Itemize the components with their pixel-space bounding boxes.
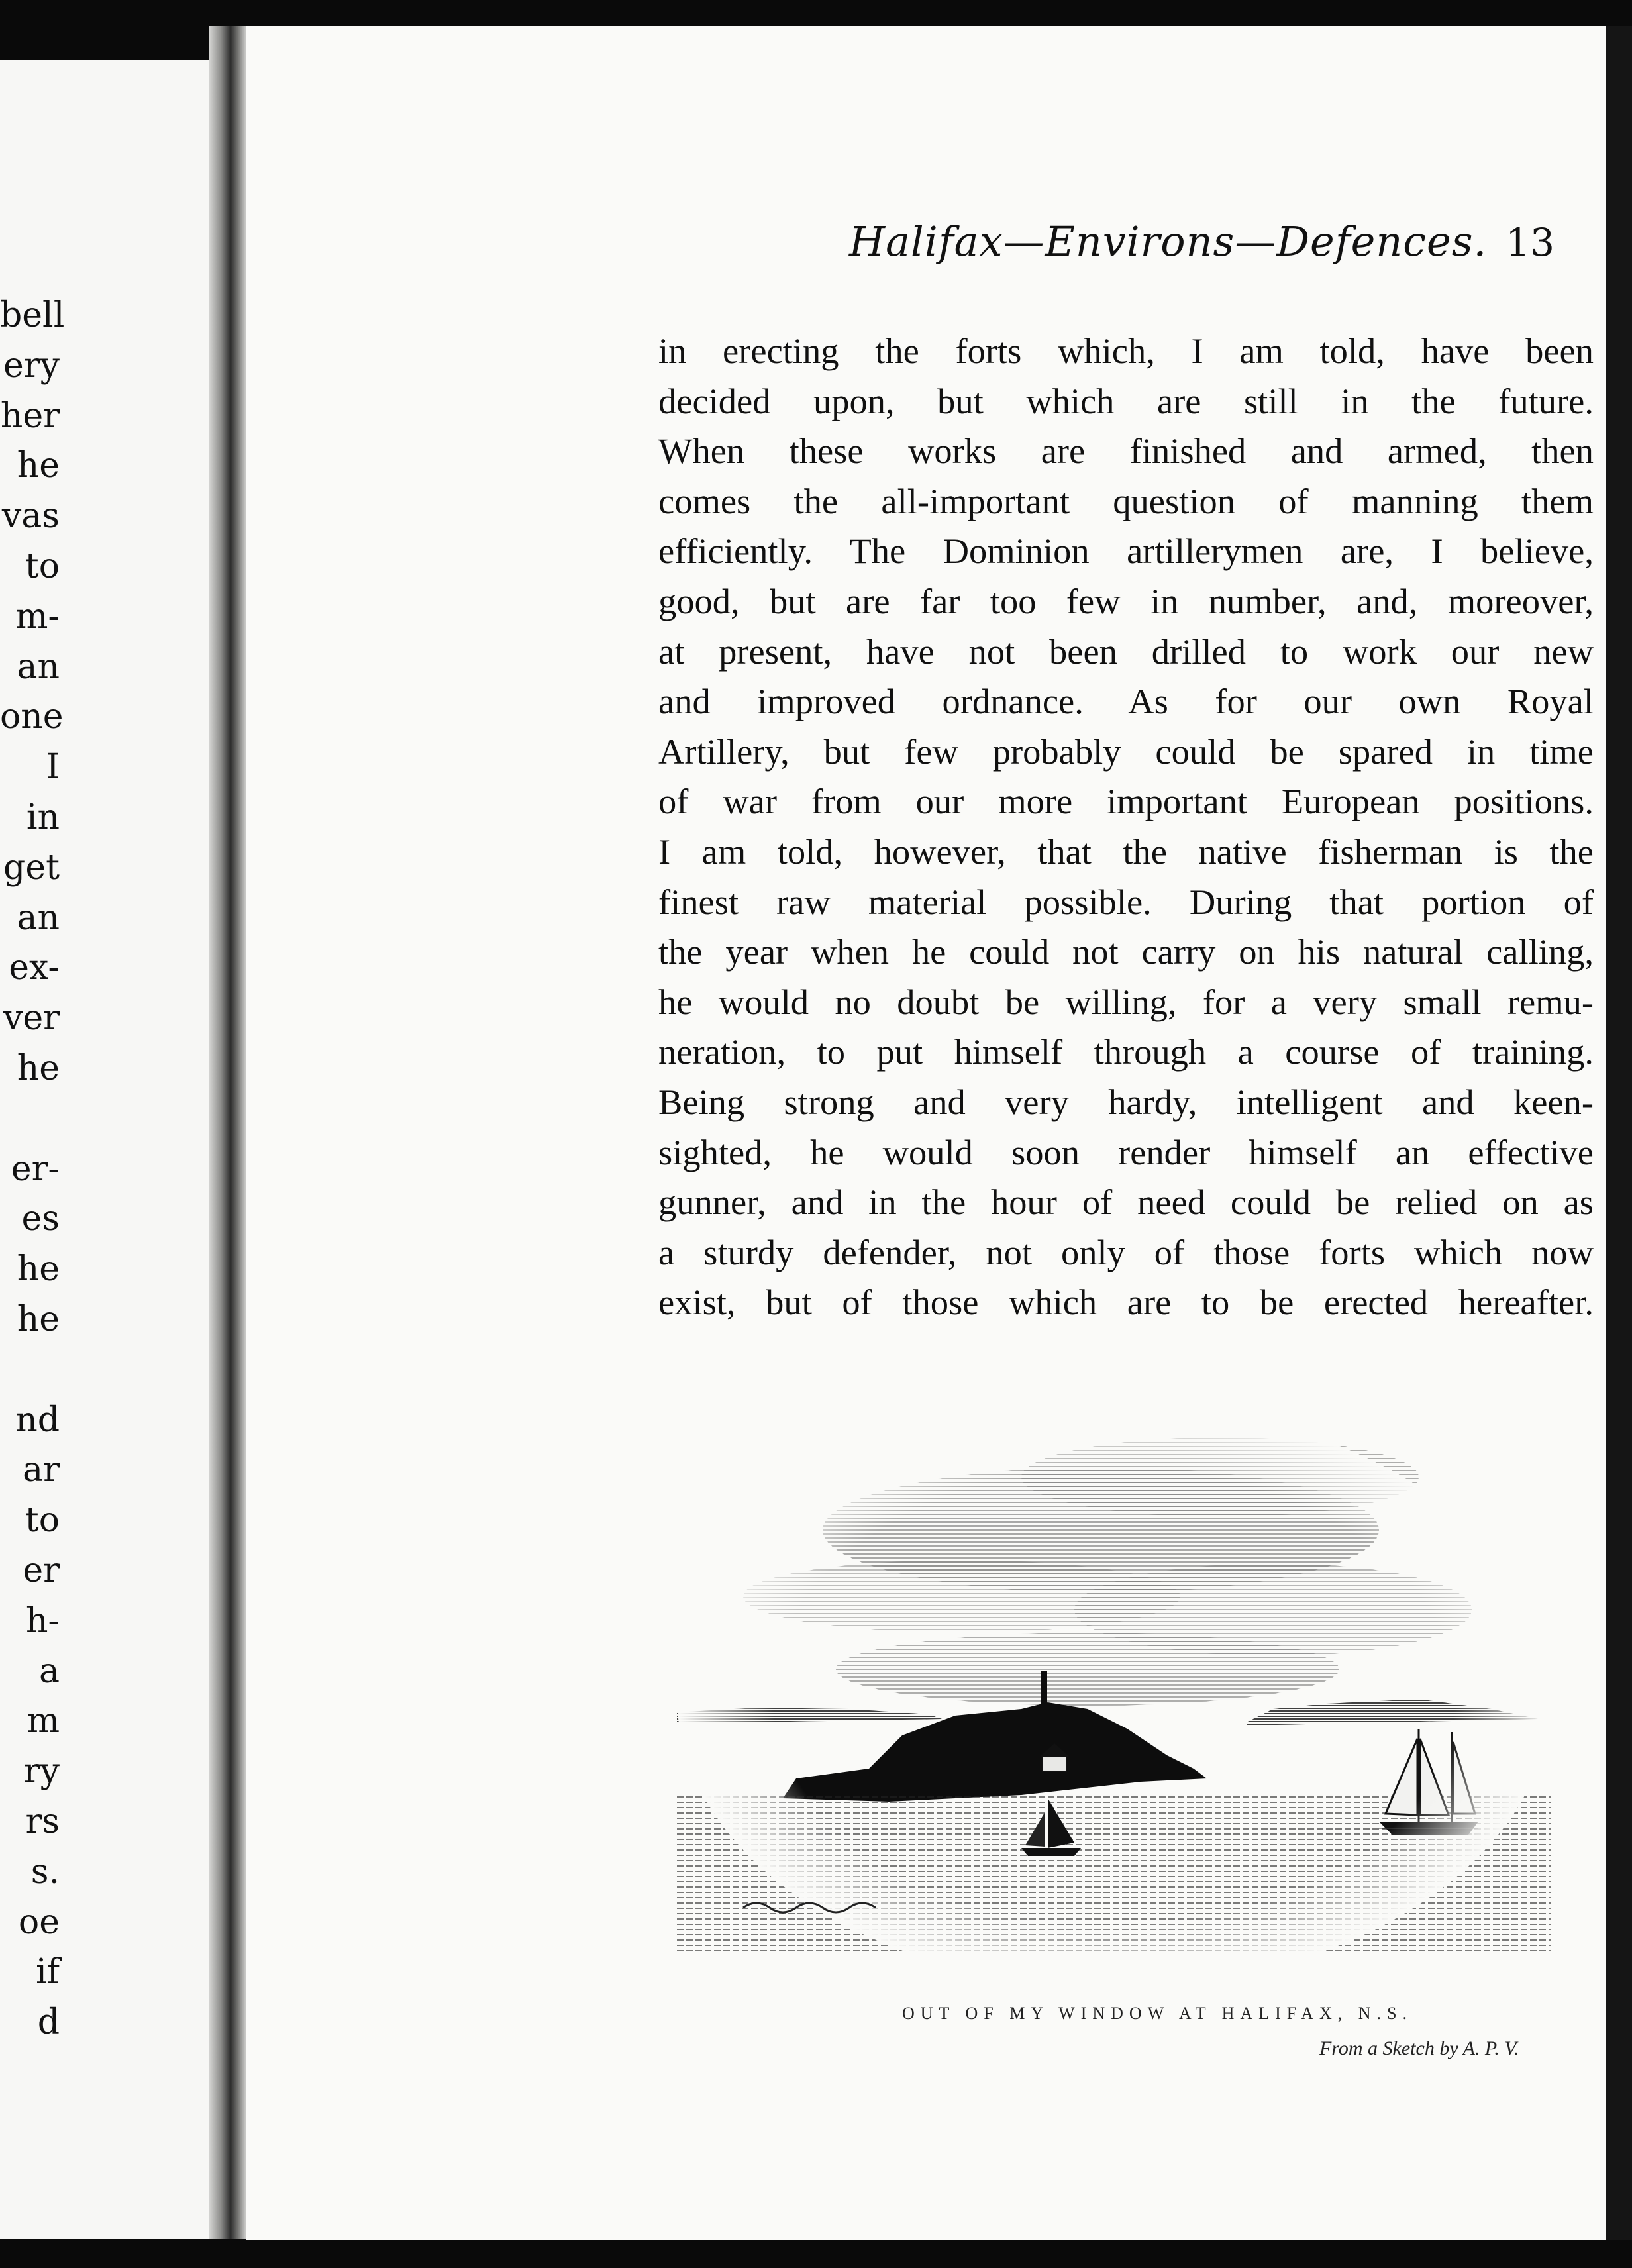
previous-page-fragment: a	[38, 1651, 60, 1691]
page-number: 13	[1505, 220, 1555, 265]
text-line: exist, but of those which are to be erected hereafter.	[658, 1282, 1594, 1323]
previous-page-fragment: bell	[0, 295, 65, 335]
previous-page-fragment: ar	[23, 1450, 60, 1490]
text-line: decided upon, but which are still in the future.	[658, 380, 1594, 421]
previous-page-fragment: oe	[18, 1902, 60, 1942]
page	[246, 26, 1606, 2240]
previous-page-fragment: he	[17, 1300, 60, 1339]
previous-page-fragment: s.	[30, 1851, 60, 1892]
previous-page-fragment: to	[25, 546, 60, 586]
text-line: good, but are far too few in number, and, moreover,	[658, 580, 1594, 621]
previous-page-fragment: ry	[23, 1751, 60, 1792]
previous-page-edge	[0, 60, 229, 2239]
text-line: and improved ordnance. As for our own Royal	[658, 681, 1594, 722]
harbour-engraving	[677, 1398, 1551, 1981]
previous-page-fragment: I	[46, 747, 60, 788]
previous-page-fragment: in	[26, 798, 60, 837]
text-line: gunner, and in the hour of need could be relied on as	[658, 1182, 1594, 1223]
previous-page-fragment: to	[25, 1500, 60, 1541]
previous-page-fragment: er-	[11, 1149, 60, 1189]
previous-page-fragment: her	[0, 395, 60, 436]
previous-page-fragment: ver	[3, 998, 60, 1039]
text-line: Artillery, but few probably could be spared in time	[658, 731, 1594, 772]
previous-page-fragment: one	[0, 697, 64, 737]
text-line: neration, to put himself through a course of training.	[658, 1031, 1594, 1072]
previous-page-fragment: nd	[15, 1400, 60, 1440]
text-line: a sturdy defender, not only of those forts which now	[658, 1231, 1594, 1272]
text-line: Being strong and very hardy, intelligent and keen-	[658, 1081, 1594, 1122]
previous-page-fragment: ex-	[9, 948, 60, 988]
text-line: the year when he could not carry on his natural calling,	[658, 931, 1594, 972]
text-line: I am told, however, that the native fisherman is the	[658, 831, 1594, 872]
text-line: finest raw material possible. During that portion of	[658, 881, 1594, 922]
previous-page-fragment: er	[23, 1551, 60, 1590]
text-line: When these works are finished and armed, then	[658, 431, 1594, 472]
body-text	[658, 326, 1594, 1327]
previous-page-fragment: get	[3, 847, 60, 888]
previous-page-fragment: if	[36, 1952, 60, 1992]
figure-credit: From a Sketch by A. P. V.	[1319, 2037, 1519, 2059]
previous-page-fragment: h-	[25, 1600, 60, 1641]
previous-page-fragment: he	[17, 446, 60, 486]
previous-page-fragment: vas	[1, 496, 60, 537]
previous-page-fragment: es	[21, 1199, 60, 1239]
text-line: of war from our more important European positions.	[658, 781, 1594, 822]
page-header	[849, 217, 1598, 277]
illustration	[677, 1398, 1551, 1981]
previous-page-fragment: m-	[15, 596, 60, 637]
book-gutter	[209, 26, 248, 2239]
previous-page-fragment: an	[17, 646, 60, 687]
text-line: efficiently. The Dominion artillerymen are, I believe,	[658, 531, 1594, 572]
text-line: comes the all-important question of manning them	[658, 480, 1594, 521]
previous-page-fragment: he	[17, 1249, 60, 1290]
previous-page-fragment: an	[17, 898, 60, 938]
figure-caption: OUT OF MY WINDOW AT HALIFAX, N.S.	[902, 2004, 1413, 2023]
text-line: he would no doubt be willing, for a very small remu-	[658, 981, 1594, 1022]
text-line: sighted, he would soon render himself an effective	[658, 1131, 1594, 1172]
previous-page-fragment: d	[37, 2002, 60, 2043]
previous-page-fragment: ery	[3, 345, 60, 386]
running-title: Halifax—Environs—Defences.	[849, 217, 1488, 266]
previous-page-fragment: rs	[25, 1802, 60, 1841]
text-line: in erecting the forts which, I am told, have been	[658, 331, 1594, 371]
scan-edge	[1606, 26, 1632, 2240]
previous-page-fragment: m	[26, 1701, 60, 1741]
previous-page-fragment: he	[17, 1049, 60, 1088]
text-line: at present, have not been drilled to work our new	[658, 631, 1594, 672]
